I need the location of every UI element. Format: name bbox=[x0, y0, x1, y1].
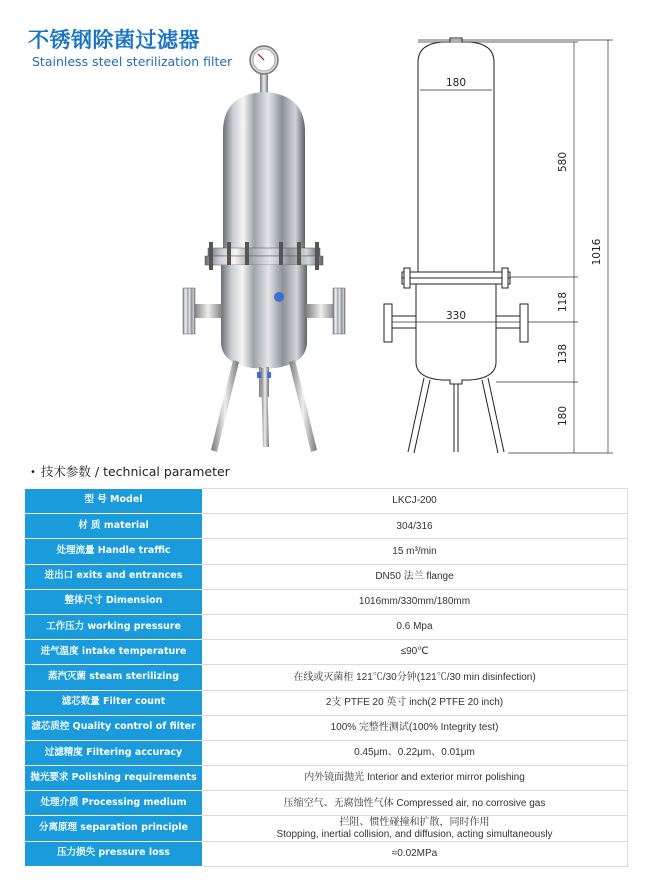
spec-key: 型 号 Model bbox=[25, 489, 202, 514]
spec-value-line-2: Stopping, inertial collision, and diffusion, acting simultaneously bbox=[276, 828, 553, 840]
table-row bbox=[25, 715, 628, 740]
spec-key: 蒸汽灭菌 steam sterilizing bbox=[25, 665, 202, 690]
spec-key: 滤芯数量 Filter count bbox=[25, 690, 202, 715]
spec-key: 抛光要求 Polishing requirements bbox=[25, 766, 202, 791]
spec-value: 304/316 bbox=[202, 514, 628, 539]
spec-value: 1016mm/330mm/180mm bbox=[202, 589, 628, 614]
spec-key: 压力损失 pressure loss bbox=[25, 841, 202, 866]
table-row bbox=[25, 539, 628, 564]
spec-table bbox=[25, 488, 628, 867]
spec-value: 15 m³/min bbox=[202, 539, 628, 564]
spec-key: 工作压力 working pressure bbox=[25, 614, 202, 639]
dim-flange-height: 118 bbox=[557, 291, 569, 313]
dim-top-width: 180 bbox=[445, 77, 467, 89]
table-row bbox=[25, 489, 628, 514]
spec-key: 处理流量 Handle traffic bbox=[25, 539, 202, 564]
spec-value: ≤90℃ bbox=[202, 640, 628, 665]
table-row bbox=[25, 564, 628, 589]
spec-key: 进气温度 intake temperature bbox=[25, 640, 202, 665]
spec-value: 内外镜面抛光 Interior and exterior mirror polishing bbox=[202, 766, 628, 791]
section-heading-text: 技术参数 / technical parameter bbox=[40, 464, 230, 479]
spec-value: 0.6 Mpa bbox=[202, 614, 628, 639]
spec-value-multiline bbox=[202, 816, 628, 841]
spec-key: 过滤精度 Filtering accuracy bbox=[25, 740, 202, 765]
spec-key: 进出口 exits and entrances bbox=[25, 564, 202, 589]
dim-bottom-width: 330 bbox=[445, 310, 467, 322]
spec-key: 分离原理 separation principle bbox=[25, 816, 202, 841]
table-row bbox=[25, 816, 628, 841]
table-row bbox=[25, 640, 628, 665]
table-row bbox=[25, 740, 628, 765]
table-row bbox=[25, 589, 628, 614]
spec-value: 0.45μm、0.22μm、0.01μm bbox=[202, 740, 628, 765]
spec-value: 压缩空气、无腐蚀性气体 Compressed air, no corrosive gas bbox=[202, 791, 628, 816]
table-row bbox=[25, 841, 628, 866]
table-row bbox=[25, 766, 628, 791]
table-row bbox=[25, 791, 628, 816]
spec-value: 100% 完整性测试(100% Integrity test) bbox=[202, 715, 628, 740]
spec-value: ≈0.02MPa bbox=[202, 841, 628, 866]
dimension-drawing bbox=[378, 32, 630, 458]
product-photo bbox=[175, 42, 355, 457]
page-subtitle: Stainless steel sterilization filter bbox=[32, 54, 233, 69]
page-title: 不锈钢除菌过滤器 bbox=[28, 28, 200, 52]
bullet-icon: • bbox=[30, 467, 36, 478]
spec-key: 滤芯质控 Quality control of filter bbox=[25, 715, 202, 740]
spec-value: LKCJ-200 bbox=[202, 489, 628, 514]
spec-key: 处理介质 Processing medium bbox=[25, 791, 202, 816]
spec-value: 2支 PTFE 20 英寸 inch(2 PTFE 20 inch) bbox=[202, 690, 628, 715]
section-heading bbox=[30, 462, 230, 480]
table-row bbox=[25, 514, 628, 539]
table-row bbox=[25, 614, 628, 639]
spec-value: DN50 法兰 flange bbox=[202, 564, 628, 589]
spec-key: 整体尺寸 Dimension bbox=[25, 589, 202, 614]
table-row bbox=[25, 690, 628, 715]
dim-total-height: 1016 bbox=[591, 238, 603, 266]
dim-body-height: 580 bbox=[557, 151, 569, 173]
dim-leg-height: 180 bbox=[557, 405, 569, 427]
table-row bbox=[25, 665, 628, 690]
spec-value: 在线或灭菌柜 121℃/30分钟(121℃/30 min disinfection) bbox=[202, 665, 628, 690]
dim-bowl-height: 138 bbox=[557, 343, 569, 365]
spec-key: 材 质 material bbox=[25, 514, 202, 539]
spec-value-line-1: 拦阻、惯性碰撞和扩散，同时作用 bbox=[339, 817, 490, 829]
